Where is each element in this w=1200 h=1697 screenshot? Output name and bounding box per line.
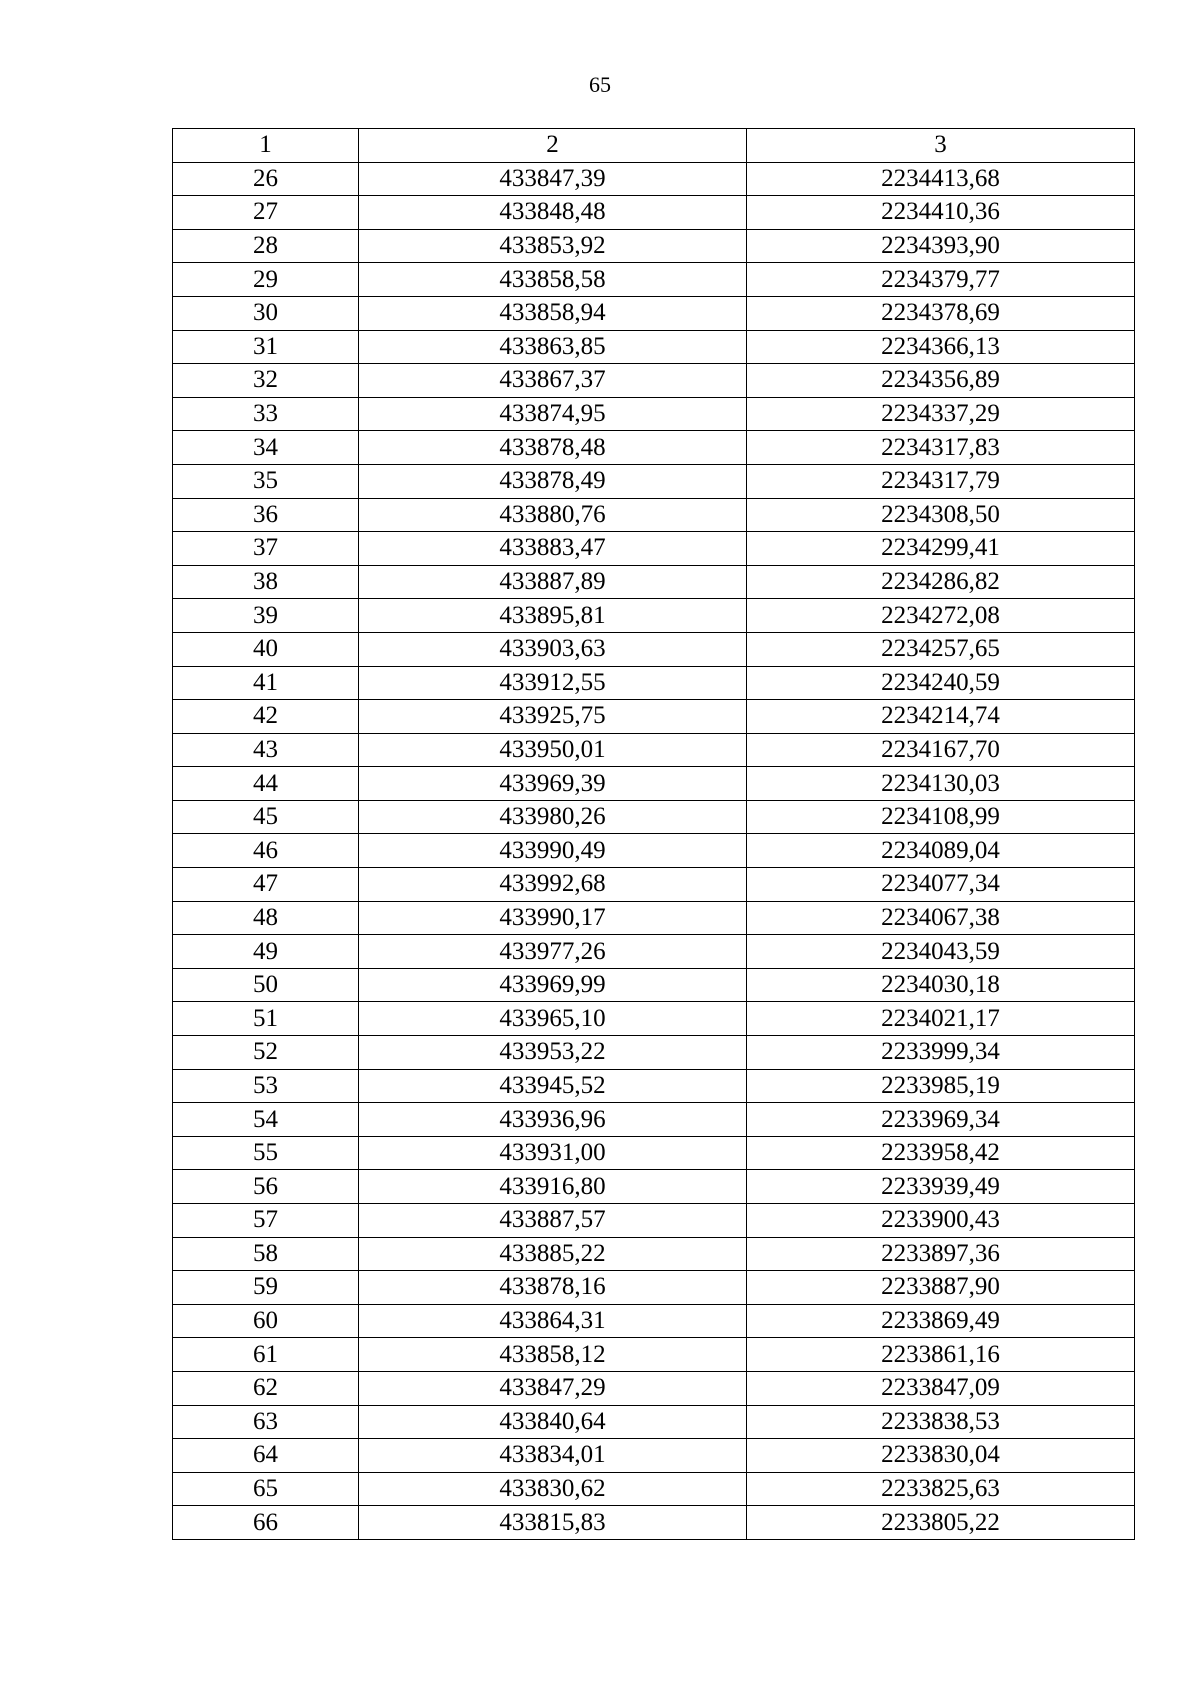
table-row (173, 498, 1135, 532)
table-row (173, 1506, 1135, 1540)
y-coordinate-cell: 2233838,53 (747, 1405, 1135, 1439)
table-row (173, 162, 1135, 196)
table-row (173, 632, 1135, 666)
x-coordinate-cell: 433858,12 (359, 1338, 747, 1372)
y-coordinate-cell: 2233825,63 (747, 1472, 1135, 1506)
table-row (173, 296, 1135, 330)
y-coordinate-cell: 2234257,65 (747, 632, 1135, 666)
x-coordinate-cell: 433847,39 (359, 162, 747, 196)
coordinates-table (172, 128, 1135, 1540)
point-number-cell: 63 (173, 1405, 359, 1439)
point-number-cell: 31 (173, 330, 359, 364)
y-coordinate-cell: 2234378,69 (747, 296, 1135, 330)
x-coordinate-cell: 433936,96 (359, 1103, 747, 1137)
y-coordinate-cell: 2233861,16 (747, 1338, 1135, 1372)
x-coordinate-cell: 433969,39 (359, 767, 747, 801)
x-coordinate-cell: 433990,17 (359, 901, 747, 935)
y-coordinate-cell: 2234043,59 (747, 935, 1135, 969)
point-number-cell: 65 (173, 1472, 359, 1506)
table-row (173, 431, 1135, 465)
y-coordinate-cell: 2233847,09 (747, 1371, 1135, 1405)
y-coordinate-cell: 2234130,03 (747, 767, 1135, 801)
table-row (173, 1271, 1135, 1305)
x-coordinate-cell: 433878,48 (359, 431, 747, 465)
y-coordinate-cell: 2234410,36 (747, 196, 1135, 230)
point-number-cell: 26 (173, 162, 359, 196)
x-coordinate-cell: 433950,01 (359, 733, 747, 767)
table-row (173, 1103, 1135, 1137)
table-row (173, 1002, 1135, 1036)
table-row (173, 1204, 1135, 1238)
x-coordinate-cell: 433965,10 (359, 1002, 747, 1036)
point-number-cell: 61 (173, 1338, 359, 1372)
x-coordinate-cell: 433815,83 (359, 1506, 747, 1540)
table-row (173, 834, 1135, 868)
x-coordinate-cell: 433840,64 (359, 1405, 747, 1439)
y-coordinate-cell: 2234366,13 (747, 330, 1135, 364)
y-coordinate-cell: 2233999,34 (747, 1036, 1135, 1070)
table-row (173, 733, 1135, 767)
x-coordinate-cell: 433847,29 (359, 1371, 747, 1405)
y-coordinate-cell: 2234356,89 (747, 364, 1135, 398)
column-header-1: 1 (173, 129, 359, 163)
table-row (173, 196, 1135, 230)
point-number-cell: 33 (173, 397, 359, 431)
table-row (173, 968, 1135, 1002)
x-coordinate-cell: 433953,22 (359, 1036, 747, 1070)
y-coordinate-cell: 2234286,82 (747, 565, 1135, 599)
point-number-cell: 47 (173, 868, 359, 902)
x-coordinate-cell: 433931,00 (359, 1136, 747, 1170)
x-coordinate-cell: 433867,37 (359, 364, 747, 398)
x-coordinate-cell: 433969,99 (359, 968, 747, 1002)
y-coordinate-cell: 2234308,50 (747, 498, 1135, 532)
y-coordinate-cell: 2234393,90 (747, 229, 1135, 263)
point-number-cell: 38 (173, 565, 359, 599)
point-number-cell: 43 (173, 733, 359, 767)
point-number-cell: 62 (173, 1371, 359, 1405)
y-coordinate-cell: 2233887,90 (747, 1271, 1135, 1305)
y-coordinate-cell: 2234379,77 (747, 263, 1135, 297)
table-row (173, 1036, 1135, 1070)
point-number-cell: 45 (173, 800, 359, 834)
point-number-cell: 34 (173, 431, 359, 465)
y-coordinate-cell: 2233830,04 (747, 1439, 1135, 1473)
point-number-cell: 57 (173, 1204, 359, 1238)
y-coordinate-cell: 2234317,83 (747, 431, 1135, 465)
table-row (173, 868, 1135, 902)
y-coordinate-cell: 2233900,43 (747, 1204, 1135, 1238)
y-coordinate-cell: 2233985,19 (747, 1069, 1135, 1103)
point-number-cell: 59 (173, 1271, 359, 1305)
y-coordinate-cell: 2233939,49 (747, 1170, 1135, 1204)
y-coordinate-cell: 2234299,41 (747, 532, 1135, 566)
x-coordinate-cell: 433834,01 (359, 1439, 747, 1473)
x-coordinate-cell: 433878,49 (359, 464, 747, 498)
x-coordinate-cell: 433830,62 (359, 1472, 747, 1506)
table-row (173, 800, 1135, 834)
x-coordinate-cell: 433945,52 (359, 1069, 747, 1103)
table-row (173, 1170, 1135, 1204)
table-row (173, 397, 1135, 431)
table-body (173, 162, 1135, 1539)
table-row (173, 263, 1135, 297)
y-coordinate-cell: 2234413,68 (747, 162, 1135, 196)
x-coordinate-cell: 433925,75 (359, 700, 747, 734)
point-number-cell: 49 (173, 935, 359, 969)
x-coordinate-cell: 433853,92 (359, 229, 747, 263)
table-row (173, 1405, 1135, 1439)
table-row (173, 1304, 1135, 1338)
column-header-3: 3 (747, 129, 1135, 163)
point-number-cell: 66 (173, 1506, 359, 1540)
table-row (173, 901, 1135, 935)
table-header-row (173, 129, 1135, 163)
point-number-cell: 37 (173, 532, 359, 566)
point-number-cell: 29 (173, 263, 359, 297)
y-coordinate-cell: 2234272,08 (747, 599, 1135, 633)
x-coordinate-cell: 433903,63 (359, 632, 747, 666)
point-number-cell: 28 (173, 229, 359, 263)
table-row (173, 767, 1135, 801)
table-row (173, 1069, 1135, 1103)
point-number-cell: 40 (173, 632, 359, 666)
y-coordinate-cell: 2234021,17 (747, 1002, 1135, 1036)
x-coordinate-cell: 433916,80 (359, 1170, 747, 1204)
point-number-cell: 27 (173, 196, 359, 230)
table-row (173, 532, 1135, 566)
y-coordinate-cell: 2234240,59 (747, 666, 1135, 700)
x-coordinate-cell: 433863,85 (359, 330, 747, 364)
x-coordinate-cell: 433848,48 (359, 196, 747, 230)
x-coordinate-cell: 433878,16 (359, 1271, 747, 1305)
table-row (173, 330, 1135, 364)
table-row (173, 599, 1135, 633)
point-number-cell: 44 (173, 767, 359, 801)
page-number: 65 (589, 72, 611, 97)
point-number-cell: 48 (173, 901, 359, 935)
point-number-cell: 50 (173, 968, 359, 1002)
table-row (173, 666, 1135, 700)
point-number-cell: 41 (173, 666, 359, 700)
point-number-cell: 32 (173, 364, 359, 398)
x-coordinate-cell: 433880,76 (359, 498, 747, 532)
table-row (173, 1439, 1135, 1473)
y-coordinate-cell: 2234108,99 (747, 800, 1135, 834)
point-number-cell: 39 (173, 599, 359, 633)
table-row (173, 700, 1135, 734)
y-coordinate-cell: 2234337,29 (747, 397, 1135, 431)
table-row (173, 1237, 1135, 1271)
x-coordinate-cell: 433858,94 (359, 296, 747, 330)
column-header-2: 2 (359, 129, 747, 163)
x-coordinate-cell: 433895,81 (359, 599, 747, 633)
table-row (173, 1136, 1135, 1170)
point-number-cell: 42 (173, 700, 359, 734)
point-number-cell: 30 (173, 296, 359, 330)
x-coordinate-cell: 433912,55 (359, 666, 747, 700)
point-number-cell: 55 (173, 1136, 359, 1170)
x-coordinate-cell: 433977,26 (359, 935, 747, 969)
y-coordinate-cell: 2234214,74 (747, 700, 1135, 734)
point-number-cell: 36 (173, 498, 359, 532)
table-row (173, 464, 1135, 498)
y-coordinate-cell: 2233958,42 (747, 1136, 1135, 1170)
x-coordinate-cell: 433885,22 (359, 1237, 747, 1271)
table-row (173, 935, 1135, 969)
y-coordinate-cell: 2233869,49 (747, 1304, 1135, 1338)
x-coordinate-cell: 433864,31 (359, 1304, 747, 1338)
point-number-cell: 64 (173, 1439, 359, 1473)
table-row (173, 229, 1135, 263)
x-coordinate-cell: 433858,58 (359, 263, 747, 297)
y-coordinate-cell: 2234167,70 (747, 733, 1135, 767)
x-coordinate-cell: 433980,26 (359, 800, 747, 834)
x-coordinate-cell: 433874,95 (359, 397, 747, 431)
point-number-cell: 53 (173, 1069, 359, 1103)
point-number-cell: 52 (173, 1036, 359, 1070)
table-row (173, 565, 1135, 599)
point-number-cell: 58 (173, 1237, 359, 1271)
table-header (173, 129, 1135, 163)
y-coordinate-cell: 2234317,79 (747, 464, 1135, 498)
point-number-cell: 54 (173, 1103, 359, 1137)
table-row (173, 1338, 1135, 1372)
y-coordinate-cell: 2234067,38 (747, 901, 1135, 935)
x-coordinate-cell: 433887,57 (359, 1204, 747, 1238)
table-row (173, 1472, 1135, 1506)
y-coordinate-cell: 2234030,18 (747, 968, 1135, 1002)
point-number-cell: 56 (173, 1170, 359, 1204)
y-coordinate-cell: 2233897,36 (747, 1237, 1135, 1271)
y-coordinate-cell: 2233969,34 (747, 1103, 1135, 1137)
x-coordinate-cell: 433992,68 (359, 868, 747, 902)
point-number-cell: 35 (173, 464, 359, 498)
y-coordinate-cell: 2233805,22 (747, 1506, 1135, 1540)
x-coordinate-cell: 433883,47 (359, 532, 747, 566)
table-row (173, 364, 1135, 398)
table-row (173, 1371, 1135, 1405)
point-number-cell: 46 (173, 834, 359, 868)
point-number-cell: 51 (173, 1002, 359, 1036)
y-coordinate-cell: 2234077,34 (747, 868, 1135, 902)
y-coordinate-cell: 2234089,04 (747, 834, 1135, 868)
x-coordinate-cell: 433990,49 (359, 834, 747, 868)
x-coordinate-cell: 433887,89 (359, 565, 747, 599)
point-number-cell: 60 (173, 1304, 359, 1338)
